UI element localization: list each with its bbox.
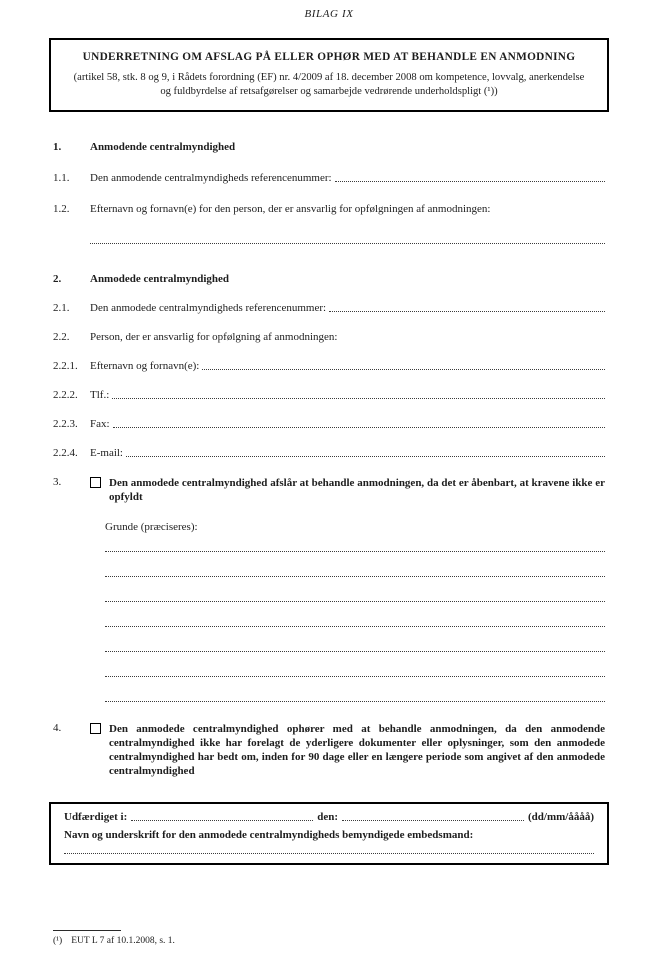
section-1-heading [53, 141, 605, 154]
item-number: 1.2. [53, 203, 70, 215]
footnote-divider [53, 930, 121, 931]
date-label: den: [317, 811, 339, 823]
field-label: Efternavn og fornavn(e) for den person, der er ansvarlig for opfølgningen af anmodningen: [90, 203, 491, 215]
signature-fill-in-field[interactable] [64, 842, 594, 854]
signer-label: Navn og underskrift for den anmodede centralmyndigheds bemyndigede embedsmand: [64, 829, 474, 841]
item-number: 2.2.4. [53, 447, 78, 459]
section-title: Anmodende centralmyndighed [90, 141, 236, 153]
field-label: Den anmodede centralmyndigheds referencenummer: [90, 302, 327, 314]
document-subtitle: (artikel 58, stk. 8 og 9, i Rådets forordning (EF) nr. 4/2009 af 18. december 2008 om kompetence, lovvalg, anerkendelse og fuldbyrdelse af retsafgørelser og samarbejde vedrørende underholdspligt (¹)) [73, 72, 585, 97]
section-number: 2. [53, 273, 62, 285]
place-fill-in-field[interactable] [131, 811, 313, 821]
date-format-hint: (dd/mm/åååå) [528, 811, 594, 823]
title-box [49, 38, 609, 112]
fill-in-line[interactable] [105, 588, 605, 602]
fill-in-field[interactable] [126, 447, 605, 457]
item-number: 2.2.3. [53, 418, 78, 430]
section-title: Anmodede centralmyndighed [90, 273, 230, 285]
item-number: 2.2.2. [53, 389, 78, 401]
cessation-checkbox[interactable] [90, 723, 101, 734]
date-fill-in-field[interactable] [342, 811, 524, 821]
item-number: 2.2. [53, 331, 70, 343]
item-number: 1.1. [53, 172, 70, 184]
document-title: UNDERRETNING OM AFSLAG PÅ ELLER OPHØR MED AT BEHANDLE EN ANMODNING [82, 51, 576, 63]
field-label: Efternavn og fornavn(e): [90, 360, 200, 372]
annex-tag: BILAG IX [304, 8, 354, 20]
fill-in-line[interactable] [105, 688, 605, 702]
fill-in-line[interactable] [105, 638, 605, 652]
refusal-statement: Den anmodede centralmyndighed afslår at behandle anmodningen, da det er åbenbart, at kravene ikke er opfyldt [109, 477, 605, 503]
field-row-2-1 [53, 302, 605, 315]
section-number: 4. [53, 722, 62, 734]
fill-in-line[interactable] [105, 663, 605, 677]
item-number: 2.1. [53, 302, 70, 314]
section-number: 3. [53, 476, 62, 488]
place-label: Udfærdiget i: [64, 811, 128, 823]
field-row-1-1 [53, 172, 605, 185]
field-label: Person, der er ansvarlig for opfølgning af anmodningen: [90, 331, 338, 343]
fill-in-line[interactable] [105, 538, 605, 552]
item-number: 2.2.1. [53, 360, 78, 372]
refusal-checkbox[interactable] [90, 477, 101, 488]
field-row-2-2 [53, 331, 605, 344]
field-row-1-2 [53, 203, 605, 216]
field-label: Den anmodende centralmyndigheds referencenummer: [90, 172, 332, 184]
field-row-2-2-4 [53, 447, 605, 460]
field-row-2-2-1 [53, 360, 605, 373]
field-label: Tlf.: [90, 389, 110, 401]
reasons-label: Grunde (præciseres): [105, 521, 198, 533]
fill-in-field[interactable] [335, 172, 605, 182]
footnote-text: EUT L 7 af 10.1.2008, s. 1. [71, 936, 175, 946]
fill-in-field[interactable] [202, 360, 605, 370]
place-date-line [64, 811, 594, 824]
field-label: Fax: [90, 418, 110, 430]
fill-in-field[interactable] [329, 302, 605, 312]
field-row-2-2-2 [53, 389, 605, 402]
footnote [53, 930, 175, 947]
signature-box [49, 802, 609, 865]
section-3-option [53, 476, 605, 504]
fill-in-field[interactable] [112, 389, 605, 399]
section-number: 1. [53, 141, 62, 153]
field-row-2-2-3 [53, 418, 605, 431]
section-4-option [53, 722, 605, 778]
cessation-statement: Den anmodede centralmyndighed ophører med at behandle anmodningen, da den anmodende centralmyndighed ikke har forelagt de yderligere dokumenter eller oplysninger, som den anmodede centralmyndighed har bedt om, inden for 90 dage eller en længere periode som angivet af den anmodede centralmyndighed [109, 723, 605, 777]
section-2-heading [53, 273, 605, 286]
footnote-marker: (¹) [53, 936, 63, 946]
reasons-write-in-area [105, 538, 605, 702]
field-label: E-mail: [90, 447, 123, 459]
fill-in-line[interactable] [105, 613, 605, 627]
fill-in-field[interactable] [113, 418, 605, 428]
fill-in-field[interactable] [90, 234, 605, 244]
fill-in-line[interactable] [105, 563, 605, 577]
